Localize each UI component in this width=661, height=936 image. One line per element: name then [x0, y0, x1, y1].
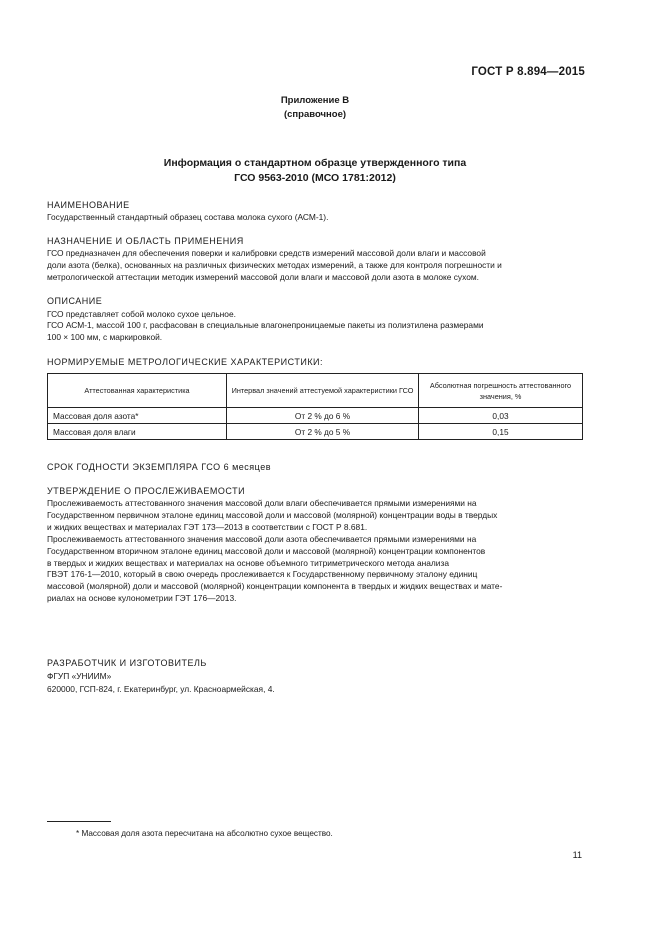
table-header-row [48, 374, 583, 408]
title-line-1: Информация о стандартном образце утвержденного типа [163, 157, 467, 169]
description-text [47, 320, 583, 344]
table-cell: От 2 % до 5 % [227, 424, 419, 440]
traceability-line: в твердых и жидких веществах и материалах на основе объемного титриметрического метода анализа [47, 557, 449, 568]
standard-number: ГОСТ Р 8.894—2015 [471, 66, 585, 78]
shelf-life: СРОК ГОДНОСТИ ЭКЗЕМПЛЯРА ГСО 6 месяцев [47, 462, 271, 472]
appendix-subtitle: (справочное) [283, 109, 347, 120]
table-row [48, 424, 583, 440]
table-row [48, 408, 583, 424]
description-line-1: ГСО представляет собой молоко сухое цельное. [47, 309, 236, 319]
page-number: 11 [572, 850, 582, 860]
table-cell: Массовая доля влаги [48, 424, 227, 440]
purpose-line: метрологической аттестации методик измерений массовой доли влаги и массовой доли азота в молоке сухом. [47, 271, 479, 282]
table-cell: От 2 % до 6 % [227, 408, 419, 424]
traceability-line: риалах на основе кулонометрии ГЭТ 176—2013. [47, 592, 237, 603]
page-title [0, 156, 630, 186]
column-header: Аттестованная характеристика [48, 374, 227, 408]
traceability-line: Прослеживаемость аттестованного значения массовой доли влаги обеспечивается прямыми измерениями на [47, 498, 477, 508]
developer-address: 620000, ГСП-824, г. Екатеринбург, ул. Красноармейская, 4. [47, 684, 275, 694]
traceability-line: Прослеживаемость аттестованного значения массовой доли азота обеспечивается прямыми измерениями на [47, 534, 477, 544]
metrology-table [47, 373, 583, 440]
traceability-line: ГВЭТ 176-1—2010, который в свою очередь прослеживается к Государственному первичному эталону единиц [47, 569, 478, 580]
traceability-paragraph-2 [47, 534, 583, 605]
column-header: Абсолютная погрешность аттестованного значения, % [419, 374, 583, 408]
title-line-2: ГСО 9563-2010 (МСО 1781:2012) [234, 172, 396, 184]
traceability-paragraph-1 [47, 498, 583, 533]
purpose-line: ГСО предназначен для обеспечения поверки и калибровки средств измерений массовой доли влаги и массовой [47, 248, 486, 258]
footnote-divider [47, 821, 111, 822]
metrology-caption: НОРМИРУЕМЫЕ МЕТРОЛОГИЧЕСКИЕ ХАРАКТЕРИСТИКИ: [47, 357, 324, 367]
traceability-caption: УТВЕРЖДЕНИЕ О ПРОСЛЕЖИВАЕМОСТИ [47, 486, 246, 496]
description-line: 100 × 100 мм, с маркировкой. [47, 331, 163, 342]
table-cell: Массовая доля азота* [48, 408, 227, 424]
traceability-line: Государственном вторичном эталоне единиц массовой доли и массовой (молярной) концентрации компонентов [47, 545, 486, 556]
purpose-line: доли азота (белка), основанных на различных физических методах измерений, а также для контроля погрешности и [47, 259, 502, 270]
description-caption: ОПИСАНИЕ [47, 296, 103, 306]
description-line: ГСО АСМ-1, массой 100 г, расфасован в специальные влагонепроницаемые пакеты из полиэтилена размерами [47, 320, 484, 330]
developer-org: ФГУП «УНИИМ» [47, 671, 112, 681]
appendix-title: Приложение В [280, 95, 350, 106]
column-header: Интервал значений аттестуемой характеристики ГСО [227, 374, 419, 408]
table-cell: 0,15 [419, 424, 583, 440]
name-text: Государственный стандартный образец состава молока сухого (АСМ-1). [47, 212, 329, 222]
traceability-line: массовой (молярной) доли и массовой (молярной) концентрации компонента в твердых и жидких веществах и мате- [47, 581, 503, 592]
developer-caption: РАЗРАБОТЧИК И ИЗГОТОВИТЕЛЬ [47, 658, 207, 668]
purpose-text [47, 248, 583, 283]
name-caption: НАИМЕНОВАНИЕ [47, 200, 130, 210]
table-cell: 0,03 [419, 408, 583, 424]
footnote: * Массовая доля азота пересчитана на абсолютно сухое вещество. [76, 829, 333, 838]
purpose-caption: НАЗНАЧЕНИЕ И ОБЛАСТЬ ПРИМЕНЕНИЯ [47, 236, 244, 246]
traceability-line: Государственном первичном эталоне единиц массовой доли и массовой (молярной) концентрации воды в твердых [47, 509, 498, 520]
traceability-line: и жидких веществах и материалах ГЭТ 173—2013 в соответствии с ГОСТ Р 8.681. [47, 521, 368, 532]
